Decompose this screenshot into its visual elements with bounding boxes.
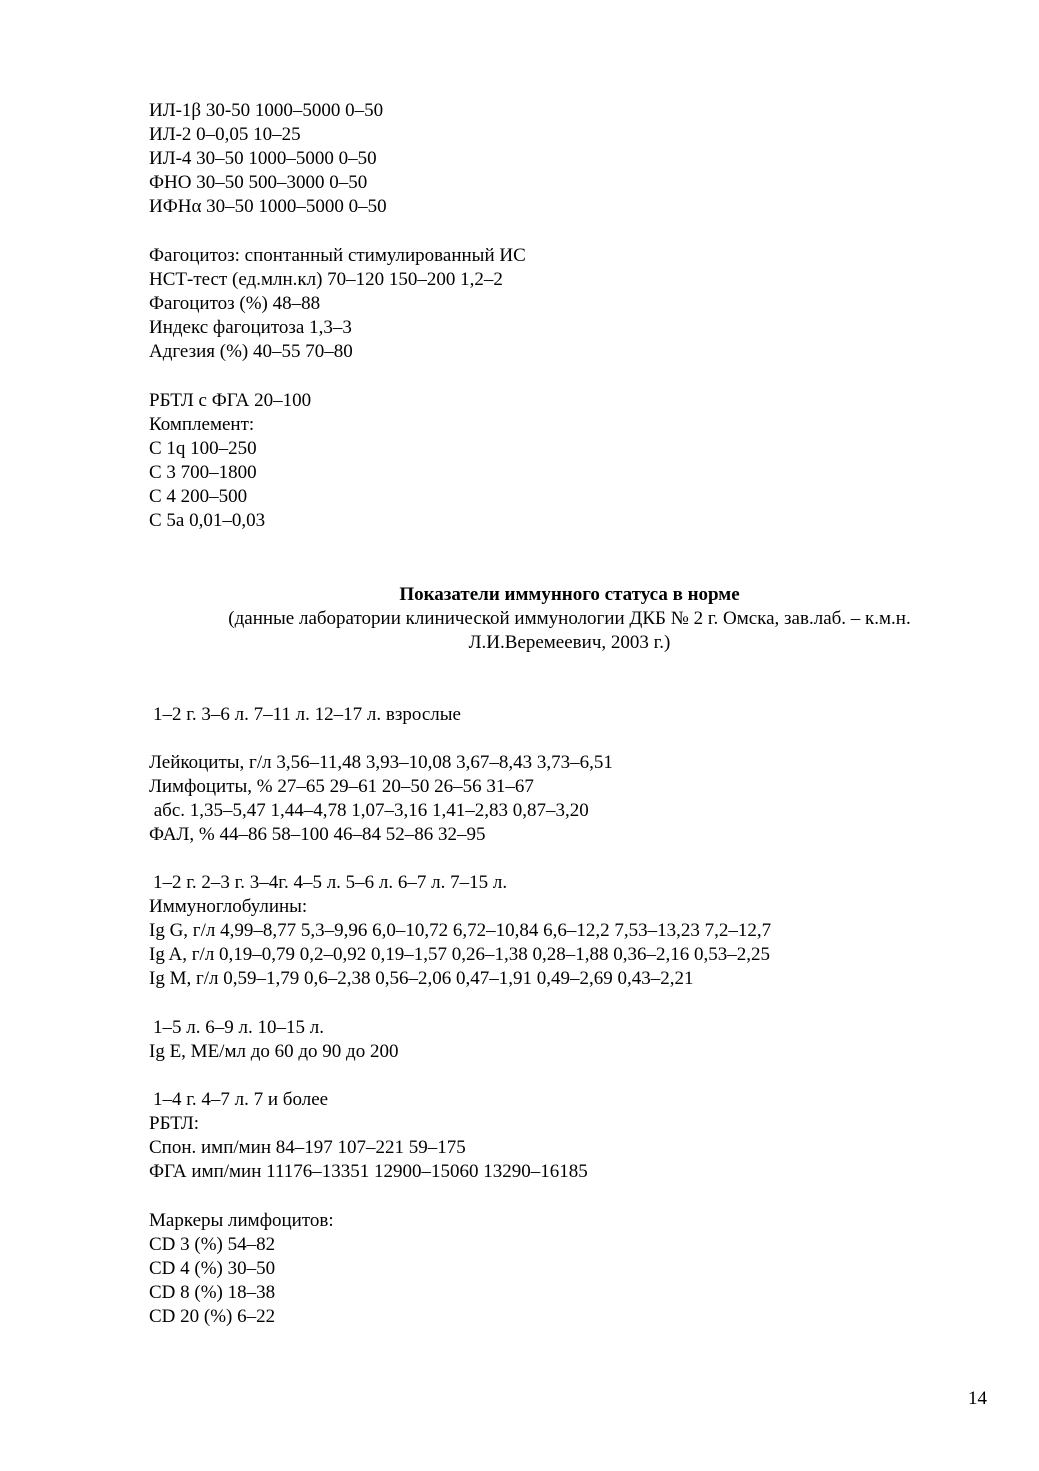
age-header: 1–2 г. 3–6 л. 7–11 л. 12–17 л. взрослые	[153, 704, 461, 725]
immunoglobulin-row: Ig A, г/л 0,19–0,79 0,2–0,92 0,19–1,57 0,26–1,38 0,28–1,88 0,36–2,16 0,53–2,25	[149, 944, 771, 965]
section-title: Показатели иммунного статуса в норме	[399, 584, 740, 605]
section-source: Л.И.Веремеевич, 2003 г.)	[468, 632, 671, 653]
cytokine-line: ФНО 30–50 500–3000 0–50	[149, 172, 368, 193]
ige-row: Ig E, МЕ/мл до 60 до 90 до 200	[149, 1041, 399, 1062]
complement-line: С 5а 0,01–0,03	[149, 510, 266, 531]
complement-line: РБТЛ с ФГА 20–100	[149, 390, 312, 411]
phagocytosis-line: Фагоцитоз (%) 48–88	[149, 293, 321, 314]
blood-row: ФАЛ, % 44–86 58–100 46–84 52–86 32–95	[149, 824, 486, 845]
phagocytosis-line: Фагоцитоз: спонтанный стимулированный ИС	[149, 245, 526, 266]
cytokine-line: ИЛ-2 0–0,05 10–25	[149, 124, 301, 145]
complement-line: С 4 200–500	[149, 486, 248, 507]
phagocytosis-line: Адгезия (%) 40–55 70–80	[149, 341, 353, 362]
immunoglobulin-row: Ig M, г/л 0,59–1,79 0,6–2,38 0,56–2,06 0,47–1,91 0,49–2,69 0,43–2,21	[149, 968, 694, 989]
complement-line: С 1q 100–250	[149, 438, 257, 459]
phagocytosis-line: Индекс фагоцитоза 1,3–3	[149, 317, 352, 338]
complement-line: Комплемент:	[149, 414, 255, 435]
cytokine-line: ИФНα 30–50 1000–5000 0–50	[149, 196, 387, 217]
cytokine-line: ИЛ-1β 30-50 1000–5000 0–50	[149, 100, 384, 121]
complement-line: С 3 700–1800	[149, 462, 257, 483]
marker-row: Маркеры лимфоцитов:	[149, 1210, 334, 1231]
marker-row: CD 4 (%) 30–50	[149, 1258, 276, 1279]
marker-row: CD 20 (%) 6–22	[149, 1306, 276, 1327]
marker-row: CD 8 (%) 18–38	[149, 1282, 276, 1303]
immunoglobulin-row: Ig G, г/л 4,99–8,77 5,3–9,96 6,0–10,72 6,72–10,84 6,6–12,2 7,53–13,23 7,2–12,7	[149, 920, 772, 941]
rbtl-row: ФГА имп/мин 11176–13351 12900–15060 13290–16185	[149, 1161, 588, 1182]
rbtl-row: РБТЛ:	[149, 1113, 200, 1134]
rbtl-row: Спон. имп/мин 84–197 107–221 59–175	[149, 1137, 466, 1158]
marker-row: CD 3 (%) 54–82	[149, 1234, 276, 1255]
cytokine-line: ИЛ-4 30–50 1000–5000 0–50	[149, 148, 377, 169]
phagocytosis-line: НСТ-тест (ед.млн.кл) 70–120 150–200 1,2–2	[149, 269, 503, 290]
blood-row: абс. 1,35–5,47 1,44–4,78 1,07–3,16 1,41–2,83 0,87–3,20	[149, 800, 589, 821]
section-source: (данные лаборатории клинической иммунологии ДКБ № 2 г. Омска, зав.лаб. – к.м.н.	[228, 608, 911, 629]
age-header: 1–4 г. 4–7 л. 7 и более	[153, 1089, 329, 1110]
immunoglobulin-row: Иммуноглобулины:	[149, 896, 308, 917]
age-header: 1–2 г. 2–3 г. 3–4г. 4–5 л. 5–6 л. 6–7 л. 7–15 л.	[153, 872, 508, 893]
page-number: 14	[968, 1388, 987, 1409]
blood-row: Лейкоциты, г/л 3,56–11,48 3,93–10,08 3,67–8,43 3,73–6,51	[149, 752, 613, 773]
age-header: 1–5 л. 6–9 л. 10–15 л.	[153, 1017, 324, 1038]
blood-row: Лимфоциты, % 27–65 29–61 20–50 26–56 31–67	[149, 776, 534, 797]
